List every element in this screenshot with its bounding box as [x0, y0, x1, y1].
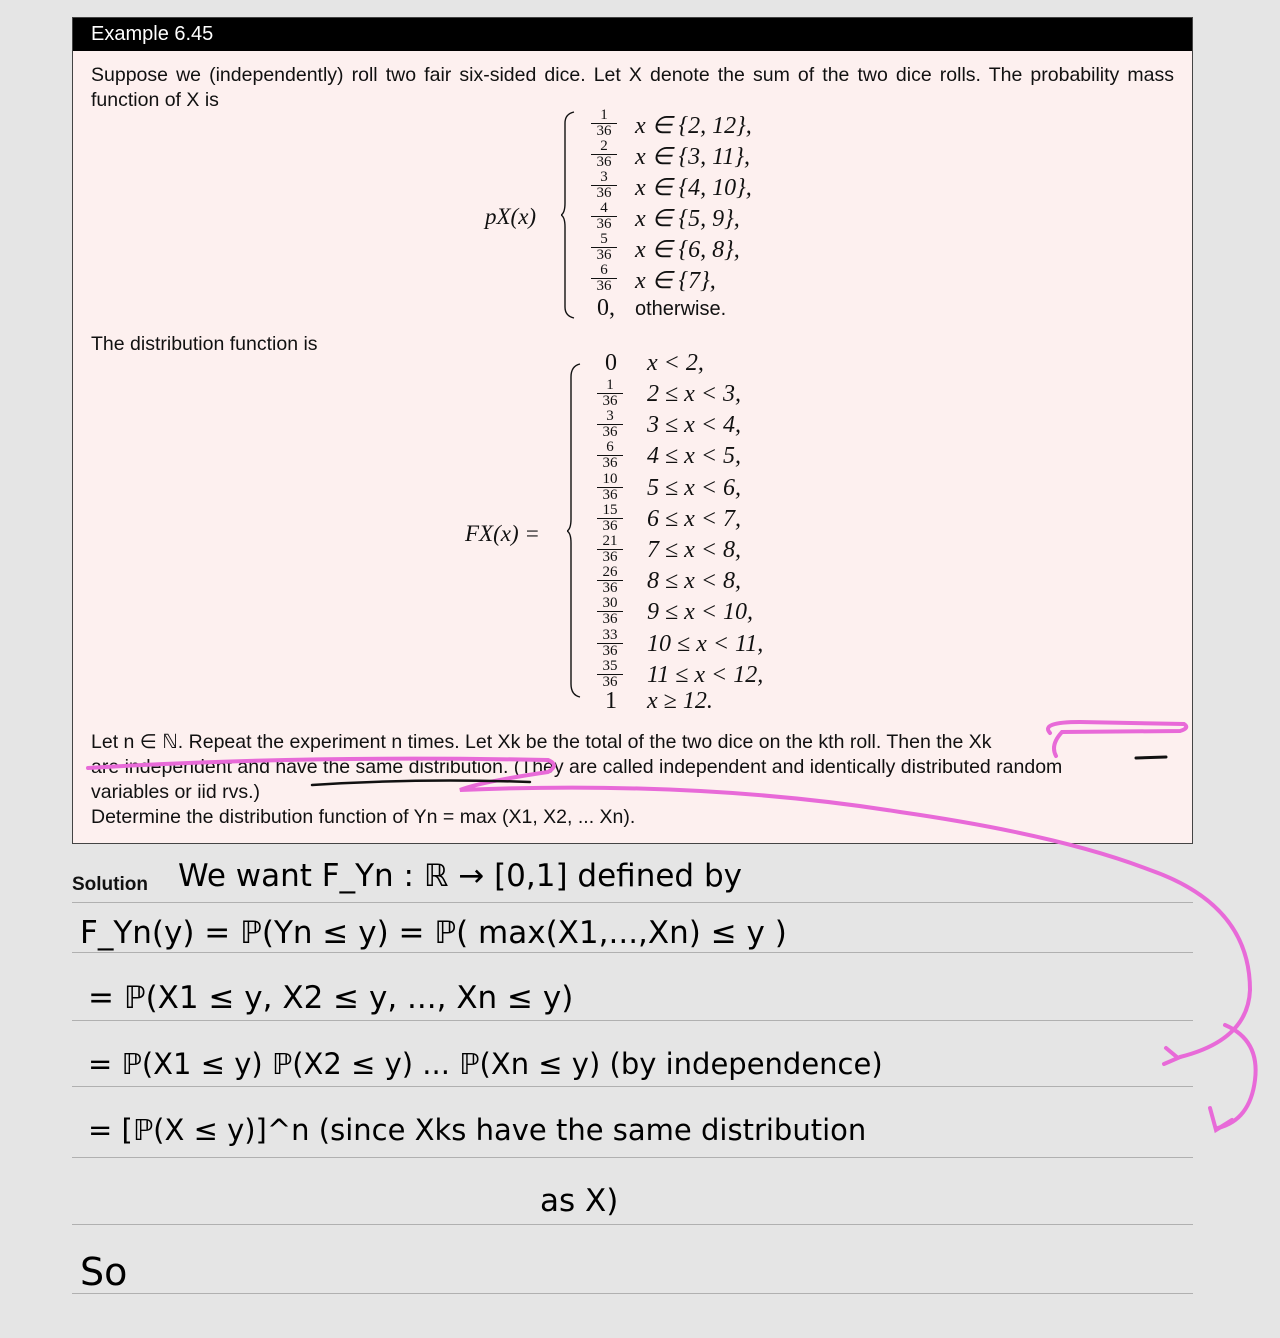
- case-condition: x < 2,: [647, 350, 704, 376]
- case-condition: 11 ≤ x < 12,: [647, 661, 764, 688]
- fraction-denominator: 36: [596, 185, 612, 201]
- fraction-denominator: 36: [602, 393, 618, 409]
- fraction-numerator: 3: [597, 409, 623, 425]
- fraction-numerator: 2: [591, 139, 617, 155]
- case-condition: otherwise.: [635, 298, 727, 320]
- fraction-numerator: 10: [597, 472, 623, 488]
- fraction-numerator: 4: [591, 201, 617, 217]
- case-condition: 10 ≤ x < 11,: [647, 630, 764, 657]
- case-condition: 7 ≤ x < 8,: [647, 537, 742, 563]
- iid-paragraph-line2: are independent and have the same distribution. (They are called independent and identically distributed random: [91, 756, 1063, 778]
- case-condition: 5 ≤ x < 6,: [647, 474, 742, 501]
- example-intro: Suppose we (independently) roll two fair six-sided dice. Let X denote the sum of the two dice rolls. The probability mass function of X is: [91, 64, 1174, 111]
- fraction-numerator: 6: [591, 263, 617, 279]
- fraction-denominator: 36: [602, 486, 618, 503]
- fraction-numerator: 21: [597, 534, 623, 550]
- fraction-numerator: 33: [597, 628, 623, 644]
- fraction-numerator: 26: [597, 565, 623, 581]
- fraction-denominator: 36: [596, 247, 612, 263]
- handwriting-line-7: So: [80, 1250, 128, 1294]
- fraction-denominator: 36: [596, 154, 612, 170]
- fraction-denominator: 36: [602, 517, 618, 534]
- fraction-numerator: 1: [591, 108, 617, 124]
- fraction-numerator: 3: [591, 170, 617, 186]
- highlight-underline-independent: [88, 759, 1250, 1057]
- fraction-denominator: 36: [602, 580, 618, 597]
- fraction-denominator: 36: [602, 642, 618, 659]
- example-title: Example 6.45: [73, 18, 1192, 51]
- solution-label: Solution: [72, 874, 148, 895]
- iid-paragraph-line3: variables or iid rvs.): [91, 781, 261, 803]
- fraction-denominator: 36: [602, 549, 618, 565]
- case-condition: x ∈ {3, 11},: [635, 144, 750, 170]
- case-condition: 4 ≤ x < 5,: [647, 443, 742, 470]
- case-condition: 3 ≤ x < 4,: [647, 412, 742, 439]
- handwriting-line-4: = ℙ(X1 ≤ y) ℙ(X2 ≤ y) ... ℙ(Xn ≤ y) (by independence): [88, 1047, 883, 1081]
- case-condition: x ∈ {5, 9},: [635, 206, 740, 232]
- case-condition: 8 ≤ x < 8,: [647, 568, 742, 595]
- iid-paragraph-line1: Let n ∈ ℕ. Repeat the experiment n times. Let Xk be the total of the two dice on the kth roll. Then the Xk: [91, 731, 992, 753]
- highlight-loop-then-the-xk: [1048, 722, 1186, 756]
- fraction-denominator: 36: [596, 123, 612, 139]
- fraction-numerator: 15: [597, 503, 623, 519]
- fraction-numerator: 30: [597, 596, 623, 612]
- case-condition: 9 ≤ x < 10,: [647, 599, 754, 626]
- fraction-denominator: 36: [596, 216, 612, 232]
- fraction-denominator: 36: [596, 278, 612, 294]
- pmf-lhs: pX(x): [485, 204, 537, 229]
- cdf-lhs: FX(x) =: [465, 521, 540, 546]
- fraction-numerator: 35: [597, 659, 623, 675]
- case-condition: 1: [605, 688, 617, 714]
- task-statement: Determine the distribution function of Yn = max (X1, X2, ... Xn).: [91, 806, 636, 828]
- handwriting-line-2: F_Yn(y) = ℙ(Yn ≤ y) = ℙ( max(X1,...,Xn) ≤ y ): [80, 915, 787, 951]
- distribution-intro: The distribution function is: [91, 333, 318, 355]
- fraction-numerator: 1: [597, 378, 623, 394]
- fraction-denominator: 36: [602, 455, 618, 472]
- case-condition: x ≥ 12.: [647, 688, 713, 714]
- pen-underline-same-distribution: [312, 781, 530, 785]
- case-condition: x ∈ {7},: [635, 268, 716, 294]
- case-condition: 0,: [597, 295, 615, 321]
- case-condition: x ∈ {4, 10},: [635, 175, 752, 201]
- handwriting-line-1: We want F_Yn : ℝ → [0,1] defined by: [178, 858, 742, 894]
- fraction-denominator: 36: [602, 611, 618, 628]
- case-condition: x ∈ {2, 12},: [635, 113, 752, 139]
- case-condition: 0: [605, 350, 617, 376]
- fraction-denominator: 36: [602, 424, 618, 441]
- fraction-numerator: 5: [591, 232, 617, 248]
- fraction-denominator: 36: [602, 673, 618, 690]
- case-condition: x ∈ {6, 8},: [635, 237, 740, 263]
- handwriting-line-6: as X): [540, 1183, 619, 1219]
- case-condition: 6 ≤ x < 7,: [647, 505, 742, 532]
- handwriting-line-5: = [ℙ(X ≤ y)]^n (since Xks have the same distribution: [88, 1113, 867, 1147]
- fraction-numerator: 6: [597, 440, 623, 456]
- case-condition: 2 ≤ x < 3,: [647, 381, 742, 407]
- handwriting-line-3: = ℙ(X1 ≤ y, X2 ≤ y, ..., Xn ≤ y): [88, 980, 574, 1016]
- pen-underline-xk: [1136, 757, 1166, 758]
